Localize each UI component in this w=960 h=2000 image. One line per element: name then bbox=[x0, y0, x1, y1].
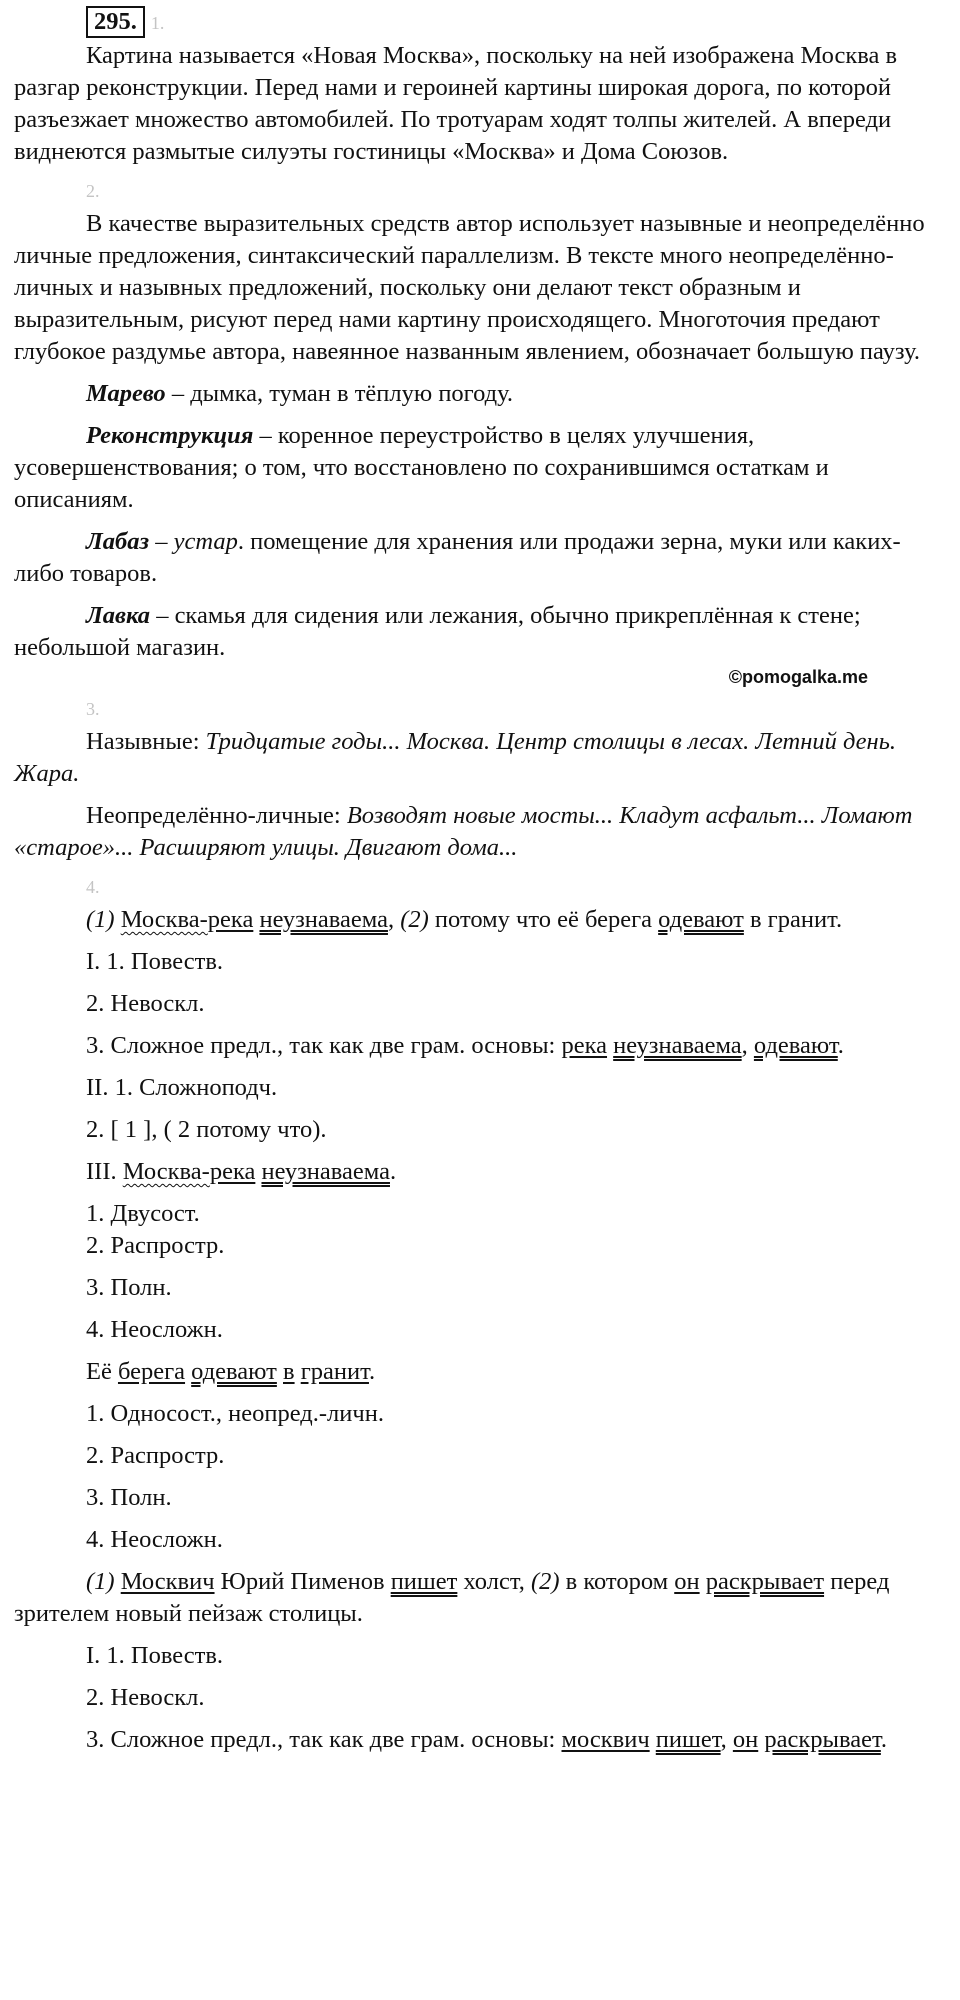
analysis-line: 3. Сложное предл., так как две грам. основы: река неузнаваема, одевают. bbox=[86, 1032, 844, 1059]
definition-note: устар bbox=[173, 528, 238, 555]
analysis-line: II. 1. Сложноподч. bbox=[86, 1074, 278, 1101]
analysis-line: 3. Полн. bbox=[86, 1484, 172, 1511]
analysis-line: 2. Распростр. bbox=[86, 1442, 225, 1469]
analyzed-sentence-2: (1) Москвич Юрий Пименов пишет холст, (2) в котором он раскрывает перед зрителем новый пейзаж столицы. bbox=[14, 1568, 890, 1627]
definition-term: Лавка bbox=[86, 602, 151, 629]
section-label-2: 2. bbox=[86, 181, 100, 201]
analysis-line: I. 1. Повеств. bbox=[86, 1642, 224, 1669]
analyzed-sentence-1: (1) Москва-река неузнаваема, (2) потому что её берега одевают в гранит. bbox=[86, 906, 843, 933]
analysis-line: 1. Двусост. bbox=[86, 1200, 200, 1227]
definition-term: Реконструкция bbox=[86, 422, 254, 449]
indefinite-sentences: Неопределённо-личные: Возводят новые мосты... Кладут асфальт... Ломают «старое»... Расширяют улицы. Двигают дома... bbox=[14, 802, 913, 861]
analysis-line: 2. Невоскл. bbox=[86, 990, 205, 1017]
definition-text: скамья для сидения или лежания, обычно прикреплённая к стене; небольшой магазин. bbox=[14, 602, 861, 661]
section-label-4: 4. bbox=[86, 877, 100, 897]
nominal-sentences: Назывные: Тридцатые годы... Москва. Центр столицы в лесах. Летний день. Жара. bbox=[14, 728, 896, 787]
analysis-line: 2. Невоскл. bbox=[86, 1684, 205, 1711]
definition-labaz: Лабаз – устар. помещение для хранения или продажи зерна, муки или каких-либо товаров. bbox=[14, 528, 901, 587]
analysis-line: 4. Неосложн. bbox=[86, 1316, 223, 1343]
definition-rekonstrukciya: Реконструкция – коренное переустройство в целях улучшения, усовершенствования; о том, что восстановлено по сохранившимся остаткам и описаниям. bbox=[14, 422, 829, 513]
definition-term: Лабаз bbox=[86, 528, 150, 555]
analysis-line: 3. Полн. bbox=[86, 1274, 172, 1301]
definition-text: дымка, туман в тёплую погоду. bbox=[190, 380, 514, 407]
section-label-3: 3. bbox=[86, 699, 100, 719]
analysis-line: I. 1. Повеств. bbox=[86, 948, 224, 975]
analysis-line: 2. [ 1 ], ( 2 потому что). bbox=[86, 1116, 327, 1143]
definition-lavka: Лавка – скамья для сидения или лежания, обычно прикреплённая к стене; небольшой магазин. bbox=[14, 602, 861, 661]
analysis-line: 3. Сложное предл., так как две грам. основы: москвич пишет, он раскрывает. bbox=[86, 1726, 887, 1753]
analysis-line: 1. Односост., неопред.-личн. bbox=[86, 1400, 384, 1427]
definition-text: коренное переустройство в целях улучшения, усовершенствования; о том, что восстановлено по сохранившимся остаткам и описаниям. bbox=[14, 422, 829, 513]
definition-term: Марево bbox=[86, 380, 166, 407]
indefinite-examples: Возводят новые мосты... Кладут асфальт... Ломают «старое»... Расширяют улицы. Двигают дома... bbox=[14, 802, 913, 861]
analysis-line: III. Москва-река неузнаваема. bbox=[86, 1158, 397, 1185]
definition-text: . помещение для хранения или продажи зерна, муки или каких-либо товаров. bbox=[14, 528, 901, 587]
nominal-examples: Тридцатые годы... Москва. Центр столицы в лесах. Летний день. Жара. bbox=[14, 728, 896, 787]
section2-paragraph: В качестве выразительных средств автор использует назывные и неопределённо личные предложения, синтаксический параллелизм. В тексте много неопределённо-личных и назывных предложений, поскольку они делают текст образным и выразительным, рисуют перед нами картину происходящего. Многоточия предают глубокое раздумье автора, навеянное названным явлением, обозначает большую паузу. bbox=[14, 210, 925, 365]
exercise-header bbox=[14, 6, 948, 38]
definition-marevo: Марево – дымка, туман в тёплую погоду. bbox=[86, 380, 514, 407]
analysis-line: 4. Неосложн. bbox=[86, 1526, 223, 1553]
section-label-1: 1. bbox=[150, 13, 165, 33]
exercise-number: 295. bbox=[86, 6, 145, 38]
section1-paragraph: Картина называется «Новая Москва», поскольку на ней изображена Москва в разгар реконструкции. Перед нами и героиней картины широкая дорога, по которой разъезжает множество автомобилей. По тротуарам ходят толпы жителей. А впереди виднеются размытые силуэты гостиницы «Москва» и Дома Союзов. bbox=[14, 42, 898, 165]
watermark: ©pomogalka.me bbox=[728, 667, 868, 687]
analysis-line: 2. Распростр. bbox=[86, 1232, 225, 1259]
analysis-line: Её берега одевают в гранит. bbox=[86, 1358, 376, 1385]
